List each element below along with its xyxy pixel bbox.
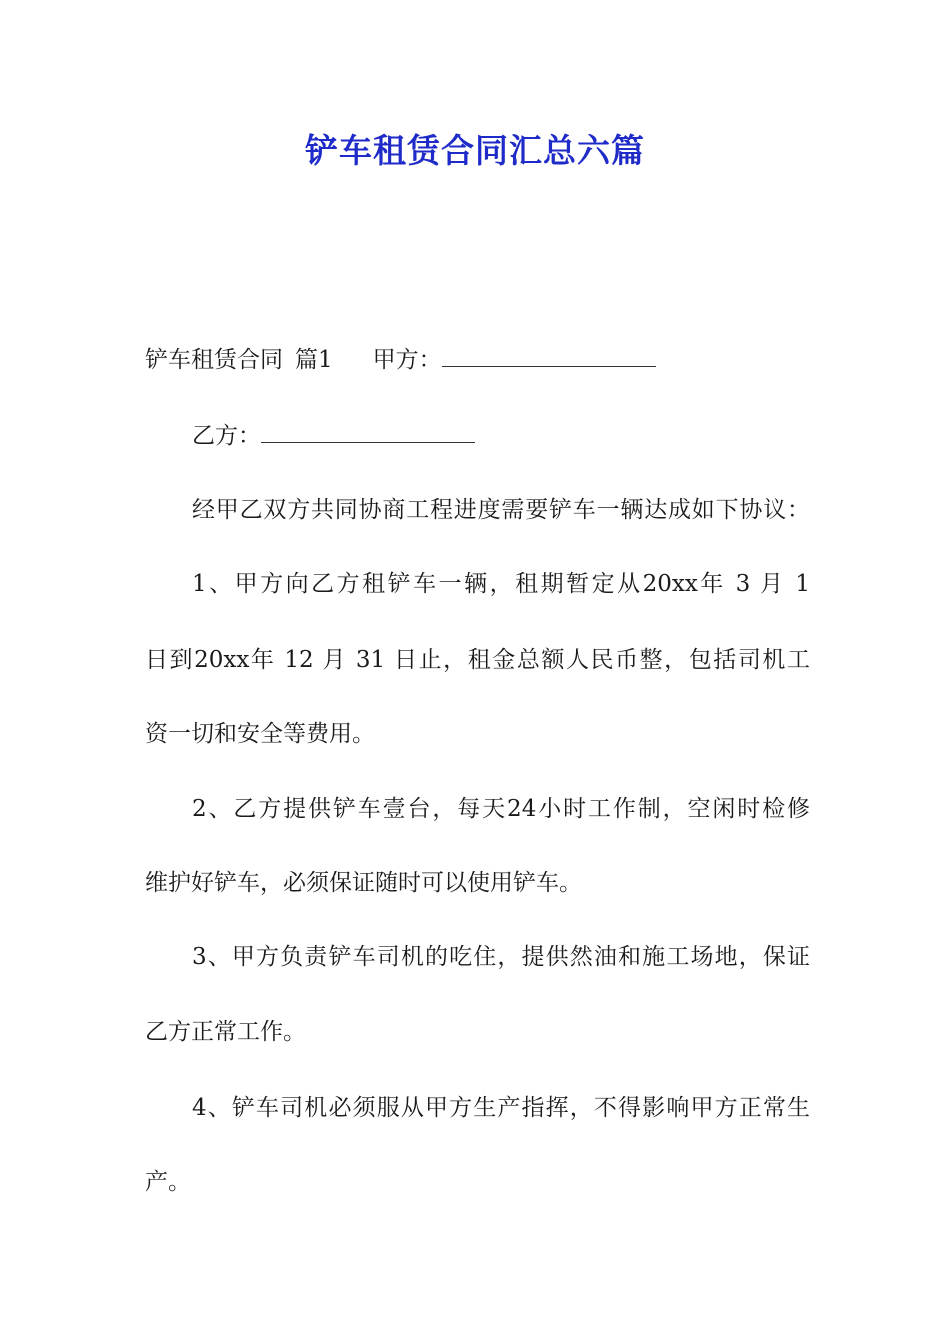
party-a-blank [442,340,656,367]
paragraph-1-line-1: 1、甲方向乙方租铲车一辆，租期暂定从20xx年 3 月 1 [192,571,810,597]
paragraph-intro: 经甲乙双方共同协商工程进度需要铲车一辆达成如下协议： [192,497,810,523]
paragraph-1-line-2: 日到20xx年 12 月 31 日止，租金总额人民币整，包括司机工 [145,647,810,673]
paragraph-2-line-1: 2、乙方提供铲车壹台，每天24小时工作制，空闲时检修 [192,796,810,822]
party-a-label: 甲方： [372,347,442,373]
header-line [145,340,810,380]
party-b-line [192,416,810,456]
paragraph-1-line-3: 资一切和安全等费用。 [145,721,375,747]
party-b-blank [261,416,475,443]
paragraph-4-line-2: 产。 [145,1169,191,1195]
document-title: 铲车租赁合同汇总六篇 [305,131,645,170]
paragraph-4-line-1: 4、铲车司机必须服从甲方生产指挥，不得影响甲方正常生 [192,1095,810,1121]
paragraph-3-line-2: 乙方正常工作。 [145,1019,306,1045]
section-number: 篇1 [295,347,333,373]
party-b-label: 乙方： [192,423,261,449]
paragraph-3-line-1: 3、甲方负责铲车司机的吃住，提供然油和施工场地，保证 [192,944,810,970]
paragraph-2-line-2: 维护好铲车，必须保证随时可以使用铲车。 [145,870,582,896]
section-label: 铲车租赁合同 [145,347,283,373]
